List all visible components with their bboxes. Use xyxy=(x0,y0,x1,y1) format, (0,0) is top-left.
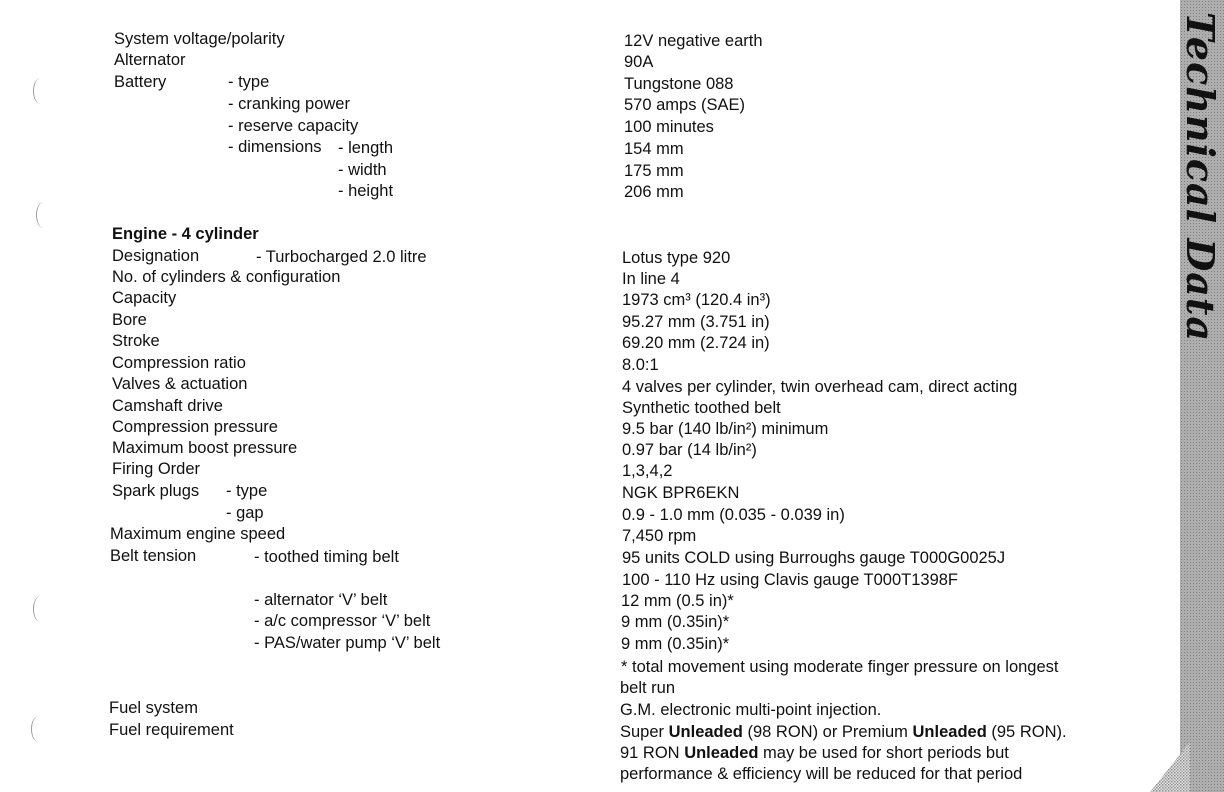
firing-order-label: Firing Order xyxy=(112,460,201,478)
alternator-value: 90A xyxy=(624,53,654,71)
cylinders-label: No. of cylinders & configuration xyxy=(112,268,341,286)
battery-type-value: Tungstone 088 xyxy=(624,75,734,93)
cylinders-value: In line 4 xyxy=(622,270,680,288)
battery-reserve-label: - reserve capacity xyxy=(228,117,359,135)
alternator-belt-label: - alternator ‘V’ belt xyxy=(254,591,388,609)
fuel-req-emphasis: Unleaded xyxy=(912,723,987,741)
fuel-requirement-label: Fuel requirement xyxy=(109,721,234,739)
battery-cranking-value: 570 amps (SAE) xyxy=(624,96,746,114)
battery-length-label: - length xyxy=(338,139,394,157)
fuel-system-value: G.M. electronic multi-point injection. xyxy=(620,701,882,719)
ac-belt-label: - a/c compressor ‘V’ belt xyxy=(254,612,431,630)
punch-hole-mark xyxy=(31,716,46,742)
compression-ratio-value: 8.0:1 xyxy=(622,356,659,374)
spark-plugs-label: Spark plugs xyxy=(112,482,200,500)
battery-type-label: - type xyxy=(228,73,270,91)
camshaft-label: Camshaft drive xyxy=(112,397,223,415)
fuel-requirement-line-2 xyxy=(620,743,1009,763)
max-speed-label: Maximum engine speed xyxy=(110,525,286,543)
designation-sub: - Turbocharged 2.0 litre xyxy=(256,248,427,266)
fuel-requirement-line-1 xyxy=(620,722,1067,742)
camshaft-value: Synthetic toothed belt xyxy=(622,399,781,417)
battery-width-label: - width xyxy=(338,161,387,179)
timing-belt-label: - toothed timing belt xyxy=(254,548,399,566)
system-voltage-value: 12V negative earth xyxy=(624,32,763,50)
fuel-requirement-line-3: performance & efficiency will be reduced for that period xyxy=(620,765,1023,783)
battery-width-value: 175 mm xyxy=(624,162,684,180)
battery-length-value: 154 mm xyxy=(624,140,684,158)
fuel-system-label: Fuel system xyxy=(109,699,198,717)
battery-dimensions-label: - dimensions xyxy=(228,138,322,156)
boost-value: 0.97 bar (14 lb/in²) xyxy=(622,441,757,459)
firing-order-value: 1,3,4,2 xyxy=(622,462,673,480)
punch-hole-mark xyxy=(33,78,48,104)
bore-label: Bore xyxy=(112,311,147,329)
compression-pressure-label: Compression pressure xyxy=(112,418,278,436)
designation-label: Designation xyxy=(112,247,200,265)
boost-label: Maximum boost pressure xyxy=(112,439,298,457)
belt-footnote-line-1: * total movement using moderate finger pressure on longest xyxy=(621,658,1059,676)
spark-type-label: - type xyxy=(226,482,268,500)
battery-cranking-label: - cranking power xyxy=(228,95,350,113)
battery-height-value: 206 mm xyxy=(624,183,684,201)
side-tab-corner xyxy=(1150,742,1190,792)
engine-heading: Engine - 4 cylinder xyxy=(112,225,259,243)
compression-pressure-value: 9.5 bar (140 lb/in²) minimum xyxy=(622,420,829,438)
designation-value: Lotus type 920 xyxy=(622,249,731,267)
fuel-req-emphasis: Unleaded xyxy=(684,744,759,762)
battery-height-label: - height xyxy=(338,182,394,200)
fuel-req-text: may be used for short periods but xyxy=(758,744,1009,762)
side-tab-title: Technical Data xyxy=(1178,12,1223,343)
bore-value: 95.27 mm (3.751 in) xyxy=(622,313,770,331)
alternator-belt-value: 12 mm (0.5 in)* xyxy=(621,592,734,610)
timing-belt-value-2: 100 - 110 Hz using Clavis gauge T000T1398F xyxy=(622,571,959,589)
system-voltage-label: System voltage/polarity xyxy=(114,30,285,48)
pas-belt-label: - PAS/water pump ‘V’ belt xyxy=(254,634,441,652)
belt-tension-label: Belt tension xyxy=(110,547,197,565)
valves-value: 4 valves per cylinder, twin overhead cam, direct acting xyxy=(622,378,1018,396)
timing-belt-value-1: 95 units COLD using Burroughs gauge T000G0025J xyxy=(622,549,1006,567)
max-speed-value: 7,450 rpm xyxy=(622,527,697,545)
fuel-req-text: (95 RON). xyxy=(986,723,1067,741)
fuel-req-emphasis: Unleaded xyxy=(668,723,743,741)
spark-type-value: NGK BPR6EKN xyxy=(622,484,740,502)
fuel-req-text: Super xyxy=(620,723,669,741)
fuel-req-text: (98 RON) or Premium xyxy=(742,723,913,741)
battery-reserve-value: 100 minutes xyxy=(624,118,714,136)
fuel-req-text: 91 RON xyxy=(620,744,685,762)
valves-label: Valves & actuation xyxy=(112,375,248,393)
ac-belt-value: 9 mm (0.35in)* xyxy=(621,613,730,631)
compression-ratio-label: Compression ratio xyxy=(112,354,246,372)
stroke-label: Stroke xyxy=(112,332,160,350)
spark-gap-label: - gap xyxy=(226,504,264,522)
alternator-label: Alternator xyxy=(114,51,186,69)
punch-hole-mark xyxy=(36,202,51,228)
capacity-label: Capacity xyxy=(112,289,177,307)
punch-hole-mark xyxy=(33,596,48,622)
pas-belt-value: 9 mm (0.35in)* xyxy=(621,635,730,653)
stroke-value: 69.20 mm (2.724 in) xyxy=(622,334,770,352)
capacity-value: 1973 cm³ (120.4 in³) xyxy=(622,291,771,309)
battery-label: Battery xyxy=(114,73,167,91)
belt-footnote-line-2: belt run xyxy=(620,679,676,697)
spark-gap-value: 0.9 - 1.0 mm (0.035 - 0.039 in) xyxy=(622,506,845,524)
